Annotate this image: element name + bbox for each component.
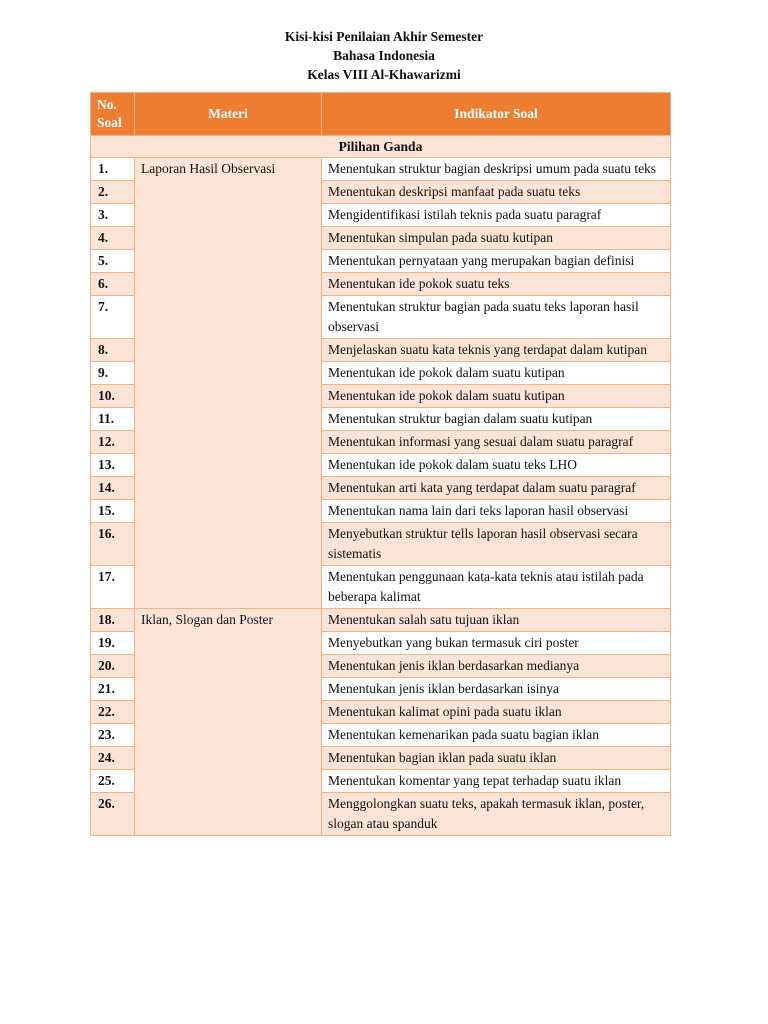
row-number: 16.	[91, 523, 135, 566]
indikator-cell: Menentukan komentar yang tepat terhadap suatu iklan	[322, 770, 671, 793]
row-number: 11.	[91, 408, 135, 431]
indikator-cell: Menentukan ide pokok dalam suatu kutipan	[322, 385, 671, 408]
indikator-cell: Menyebutkan yang bukan termasuk ciri poster	[322, 632, 671, 655]
row-number: 23.	[91, 724, 135, 747]
header-materi: Materi	[135, 93, 322, 136]
indikator-cell: Menggolongkan suatu teks, apakah termasuk iklan, poster, slogan atau spanduk	[322, 793, 671, 836]
row-number: 21.	[91, 678, 135, 701]
header-no-line1: No.	[97, 97, 117, 112]
indikator-cell: Menentukan penggunaan kata-kata teknis atau istilah pada beberapa kalimat	[322, 566, 671, 609]
row-number: 1.	[91, 158, 135, 181]
row-number: 17.	[91, 566, 135, 609]
indikator-cell: Menentukan informasi yang sesuai dalam suatu paragraf	[322, 431, 671, 454]
table-header-row	[91, 93, 671, 136]
materi-cell: Iklan, Slogan dan Poster	[135, 609, 322, 836]
row-number: 10.	[91, 385, 135, 408]
indikator-cell: Menentukan simpulan pada suatu kutipan	[322, 227, 671, 250]
row-number: 22.	[91, 701, 135, 724]
row-number: 19.	[91, 632, 135, 655]
header-no-line2: Soal	[97, 115, 122, 130]
indikator-cell: Menentukan salah satu tujuan iklan	[322, 609, 671, 632]
table-row	[91, 609, 671, 632]
section-row	[91, 136, 671, 158]
row-number: 8.	[91, 339, 135, 362]
row-number: 12.	[91, 431, 135, 454]
indikator-cell: Menjelaskan suatu kata teknis yang terdapat dalam kutipan	[322, 339, 671, 362]
indikator-cell: Menentukan nama lain dari teks laporan hasil observasi	[322, 500, 671, 523]
indikator-cell: Menentukan ide pokok dalam suatu teks LHO	[322, 454, 671, 477]
indikator-cell: Menentukan jenis iklan berdasarkan medianya	[322, 655, 671, 678]
indikator-cell: Menentukan struktur bagian dalam suatu kutipan	[322, 408, 671, 431]
indikator-cell: Menentukan kemenarikan pada suatu bagian iklan	[322, 724, 671, 747]
row-number: 25.	[91, 770, 135, 793]
row-number: 14.	[91, 477, 135, 500]
indikator-cell: Menentukan struktur bagian pada suatu teks laporan hasil observasi	[322, 296, 671, 339]
row-number: 26.	[91, 793, 135, 836]
row-number: 9.	[91, 362, 135, 385]
row-number: 2.	[91, 181, 135, 204]
indikator-cell: Menentukan ide pokok dalam suatu kutipan	[322, 362, 671, 385]
row-number: 4.	[91, 227, 135, 250]
header-no-soal	[91, 93, 135, 136]
indikator-cell: Menyebutkan struktur tells laporan hasil observasi secara sistematis	[322, 523, 671, 566]
table-row	[91, 158, 671, 181]
row-number: 20.	[91, 655, 135, 678]
kisi-kisi-table	[90, 92, 671, 836]
title-line-2: Bahasa Indonesia	[333, 48, 435, 63]
row-number: 13.	[91, 454, 135, 477]
indikator-cell: Menentukan deskripsi manfaat pada suatu teks	[322, 181, 671, 204]
indikator-cell: Menentukan arti kata yang terdapat dalam suatu paragraf	[322, 477, 671, 500]
title-line-1: Kisi-kisi Penilaian Akhir Semester	[284, 29, 484, 44]
indikator-cell: Menentukan bagian iklan pada suatu iklan	[322, 747, 671, 770]
title-line-3: Kelas VIII Al-Khawarizmi	[307, 67, 461, 82]
indikator-cell: Menentukan jenis iklan berdasarkan isinya	[322, 678, 671, 701]
section-label: Pilihan Ganda	[91, 136, 671, 158]
row-number: 7.	[91, 296, 135, 339]
header-indikator: Indikator Soal	[322, 93, 671, 136]
row-number: 3.	[91, 204, 135, 227]
indikator-cell: Menentukan pernyataan yang merupakan bagian definisi	[322, 250, 671, 273]
row-number: 24.	[91, 747, 135, 770]
document-title	[0, 27, 768, 84]
row-number: 18.	[91, 609, 135, 632]
indikator-cell: Menentukan ide pokok suatu teks	[322, 273, 671, 296]
row-number: 15.	[91, 500, 135, 523]
row-number: 6.	[91, 273, 135, 296]
materi-cell: Laporan Hasil Observasi	[135, 158, 322, 609]
indikator-cell: Menentukan kalimat opini pada suatu iklan	[322, 701, 671, 724]
indikator-cell: Mengidentifikasi istilah teknis pada suatu paragraf	[322, 204, 671, 227]
row-number: 5.	[91, 250, 135, 273]
indikator-cell: Menentukan struktur bagian deskripsi umum pada suatu teks	[322, 158, 671, 181]
